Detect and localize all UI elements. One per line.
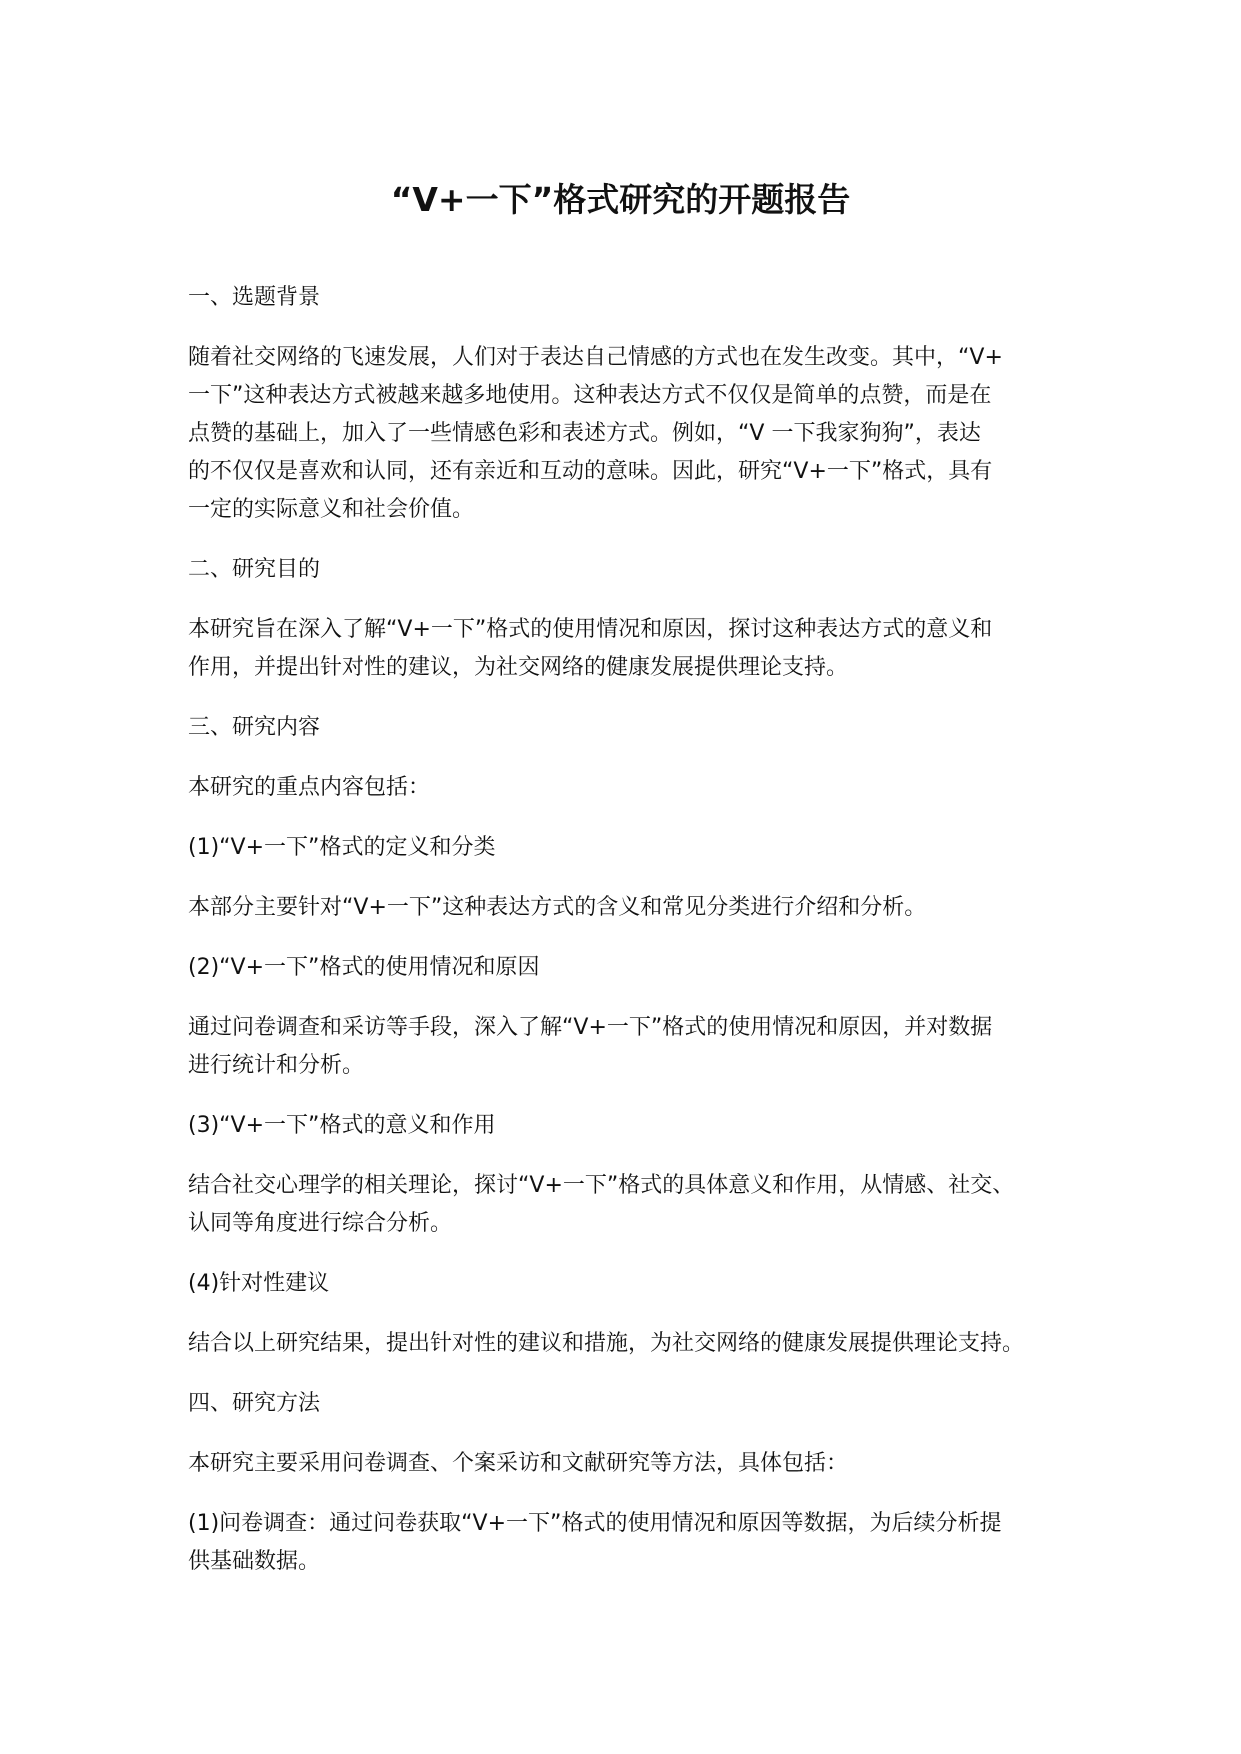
- paragraph-purpose: [188, 611, 1068, 687]
- text-line: 供基础数据。: [188, 1549, 321, 1574]
- text-line: 结合社交心理学的相关理论，探讨“V+一下”格式的具体意义和作用，从情感、社交、: [188, 1173, 1015, 1198]
- paragraph-meaning: [188, 1167, 1068, 1243]
- paragraph-suggestions: [188, 1325, 1068, 1363]
- subheading-suggestions: [188, 1265, 1068, 1303]
- text-line: 一定的实际意义和社会价值。: [188, 497, 475, 522]
- text-line: 二、研究目的: [188, 557, 321, 582]
- text-line: 三、研究内容: [188, 715, 321, 740]
- text-line: (3)“V+一下”格式的意义和作用: [188, 1113, 496, 1138]
- text-line: 的不仅仅是喜欢和认同，还有亲近和互动的意味。因此，研究“V+一下”格式，具有: [188, 459, 993, 484]
- text-line: (2)“V+一下”格式的使用情况和原因: [188, 955, 540, 980]
- paragraph-questionnaire: [188, 1505, 1068, 1581]
- text-line: 点赞的基础上，加入了一些情感色彩和表述方式。例如，“V 一下我家狗狗”，表达: [188, 421, 981, 446]
- text-line: (1)问卷调查：通过问卷获取“V+一下”格式的使用情况和原因等数据，为后续分析提: [188, 1511, 1002, 1536]
- text-line: 四、研究方法: [188, 1391, 321, 1416]
- page-title: “V+一下”格式研究的开题报告: [390, 180, 851, 219]
- text-line: 本部分主要针对“V+一下”这种表达方式的含义和常见分类进行介绍和分析。: [188, 895, 927, 920]
- text-line: 一下”这种表达方式被越来越多地使用。这种表达方式不仅仅是简单的点赞，而是在: [188, 383, 992, 408]
- text-line: 认同等角度进行综合分析。: [188, 1211, 453, 1236]
- paragraph-definition: [188, 889, 1068, 927]
- text-line: (1)“V+一下”格式的定义和分类: [188, 835, 496, 860]
- subheading-usage: [188, 949, 1068, 987]
- text-line: (4)针对性建议: [188, 1271, 330, 1296]
- paragraph-content-intro: [188, 769, 1068, 807]
- heading-content: [188, 709, 1068, 747]
- heading-background: [188, 279, 1068, 317]
- text-line: 进行统计和分析。: [188, 1053, 365, 1078]
- paragraph-background: [188, 339, 1068, 529]
- text-line: 作用，并提出针对性的建议，为社交网络的健康发展提供理论支持。: [188, 655, 849, 680]
- text-line: 通过问卷调查和采访等手段，深入了解“V+一下”格式的使用情况和原因，并对数据: [188, 1015, 993, 1040]
- subheading-definition: [188, 829, 1068, 867]
- text-line: 本研究的重点内容包括：: [188, 775, 431, 800]
- paragraph-usage: [188, 1009, 1068, 1085]
- document-body: [188, 279, 1068, 1581]
- subheading-meaning: [188, 1107, 1068, 1145]
- text-line: 一、选题背景: [188, 285, 321, 310]
- heading-purpose: [188, 551, 1068, 589]
- text-line: 本研究主要采用问卷调查、个案采访和文献研究等方法，具体包括：: [188, 1451, 849, 1476]
- text-line: 结合以上研究结果，提出针对性的建议和措施，为社交网络的健康发展提供理论支持。: [188, 1331, 1025, 1356]
- text-line: 本研究旨在深入了解“V+一下”格式的使用情况和原因，探讨这种表达方式的意义和: [188, 617, 993, 642]
- paragraph-methods-intro: [188, 1445, 1068, 1483]
- text-line: 随着社交网络的飞速发展，人们对于表达自己情感的方式也在发生改变。其中，“V+: [188, 345, 1003, 370]
- heading-methods: [188, 1385, 1068, 1423]
